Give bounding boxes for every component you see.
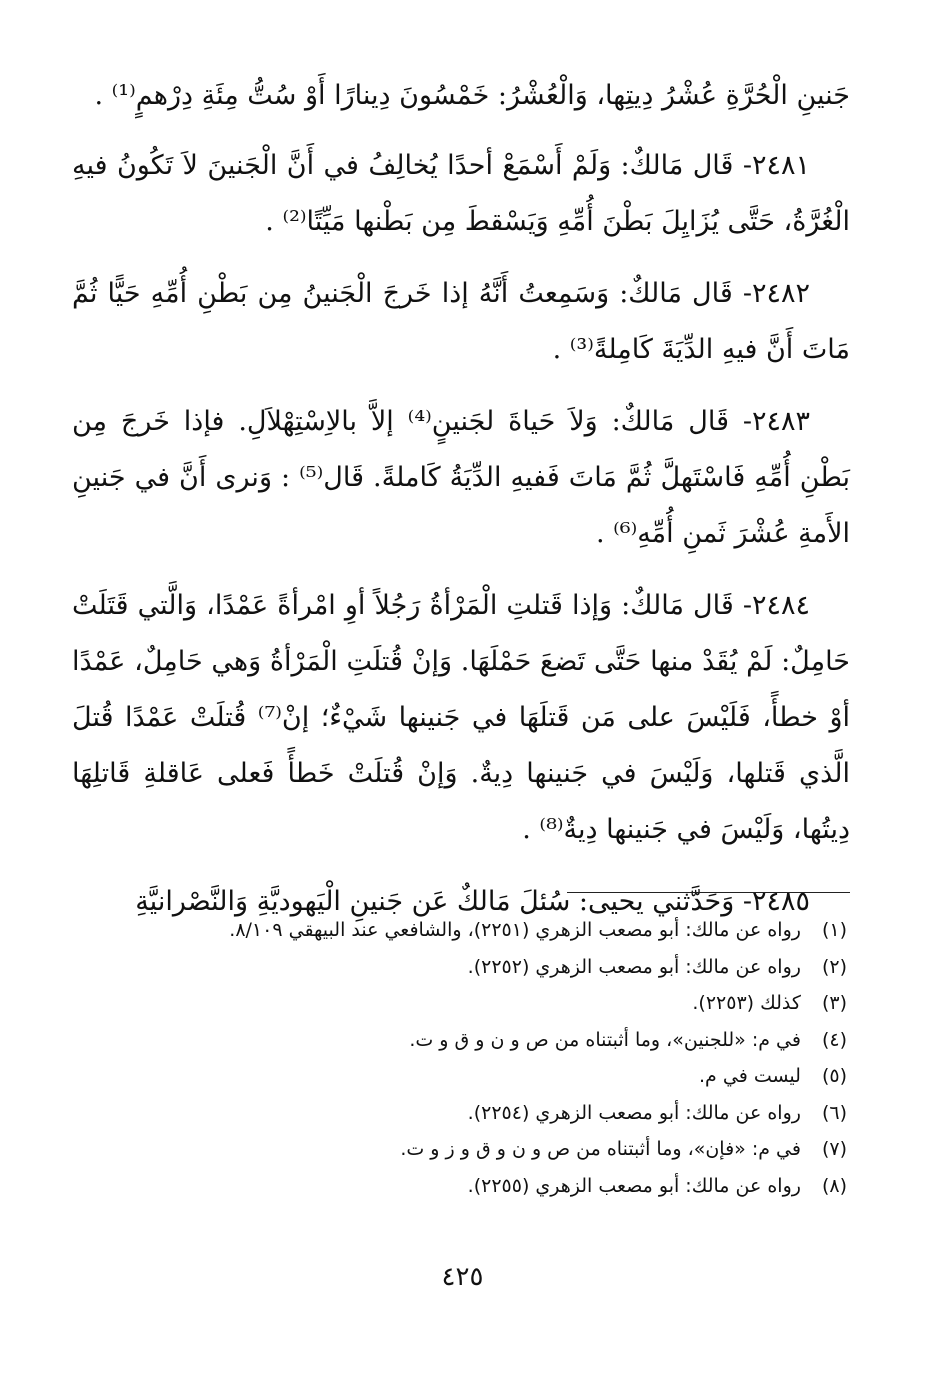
footnote xyxy=(72,1131,847,1168)
footnote-text: في م: «للجنين»، وما أثبتناه من ص و ن و ق و ت. xyxy=(409,1028,801,1051)
paragraph-2484: ٢٤٨٤- قَال مَالكٌ: وَإذا قَتلتِ الْمَرْأةُ رَجُلاً أوِ امْرأةً عَمْدًا، وَالَّتي قَتَلَتْ حَامِلٌ: لَمْ يُقَدْ منها حَتَّى تَضعَ حَمْلَهَا. وَإنْ قُتلَتِ الْمَرْأةُ وَهي حَامِلٌ، عَمْدًا أوْ خطأً، فَلَيْسَ على مَن قَتلَهَا في جَنينها شَيْءٌ؛ إنْ⁽⁷⁾ قُتلَتْ عَمْدًا قُتلَ الَّذي قَتلها، وَلَيْسَ في جَنينها دِيةٌ. وَإنْ قُتلَتْ خَطأً فَعلى عَاقلةِ قَاتلِهَا دِيتُها، وَلَيْسَ في جَنينها دِيةٌ⁽⁸⁾ . xyxy=(72,590,851,845)
footnote-text: رواه عن مالك: أبو مصعب الزهري (٢٢٥٤). xyxy=(467,1101,801,1124)
footnote-text: رواه عن مالك: أبو مصعب الزهري (٢٢٥٥). xyxy=(467,1174,801,1197)
footnote-number: (٢) xyxy=(821,955,847,978)
footnote-number: (١) xyxy=(821,919,847,941)
page-number: ٤٢٥ xyxy=(441,1262,484,1292)
paragraph-2482: ٢٤٨٢- قَال مَالكٌ: وَسَمِعتُ أَنَّهُ إذا خَرجَ الْجَنينُ مِن بَطْنِ أُمِّهِ حَيًّا ثُمَّ مَاتَ أَنَّ فيهِ الدِّيَةَ كَامِلةً⁽³⁾ . xyxy=(72,278,850,365)
main-text xyxy=(72,68,850,946)
footnote-text: ليست في م. xyxy=(699,1065,801,1087)
footnote-divider xyxy=(567,892,850,893)
footnote-number: (٦) xyxy=(821,1101,847,1124)
footnote xyxy=(72,1168,847,1205)
footnote-text: كذلك (٢٢٥٣). xyxy=(692,992,801,1014)
footnote-number: (٣) xyxy=(821,992,847,1014)
footnote xyxy=(72,949,847,986)
paragraph-2485: ٢٤٨٥- وَحَدَّثني يحيى: سُئلَ مَالكٌ عَن جَنينِ الْيَهوديَّةِ وَالنَّصْرانيَّةِ xyxy=(135,886,810,917)
footnote xyxy=(72,985,847,1022)
paragraph-continuation: جَنينِ الْحُرَّةِ عُشْرُ دِيتِها، وَالْعُشْرُ: خَمْسُونَ دِينارًا أَوْ سُتُّ مِئَةِ دِرْهمٍ⁽¹⁾ . xyxy=(94,80,850,111)
footnote xyxy=(72,1058,847,1095)
paragraph-2483: ٢٤٨٣- قَال مَالكٌ: وَلاَ حَياةَ لجَنينٍ⁽⁴⁾ إلاَّ بالاِسْتِهْلاَلِ. فإذا خَرجَ مِن بَطْنِ أُمِّهِ فَاسْتَهلَّ ثُمَّ مَاتَ فَفيهِ الدِّيَةُ كَاملةً. قَال⁽⁵⁾ : وَنرى أَنَّ في جَنينِ الأَمةِ عُشْرَ ثَمنِ أُمِّهِ⁽⁶⁾ . xyxy=(72,406,850,549)
footnote xyxy=(72,1022,847,1059)
footnote-text: في م: «فإن»، وما أثبتناه من ص و ن و ق و ز و ت. xyxy=(400,1138,801,1160)
footnotes xyxy=(72,912,847,1204)
paragraph-2481: ٢٤٨١- قَال مَالكٌ: وَلَمْ أَسْمَعْ أحدًا يُخالِفُ في أَنَّ الْجَنينَ لاَ تَكُونُ فيهِ الْغُرَّةُ، حَتَّى يُزَايِلَ بَطْنَ أُمِّهِ وَيَسْقطَ مِن بَطْنها مَيِّتًا⁽²⁾ . xyxy=(72,150,850,237)
footnote-number: (٤) xyxy=(821,1028,847,1051)
footnote xyxy=(72,1095,847,1132)
footnote-text: رواه عن مالك: أبو مصعب الزهري (٢٢٥١)، والشافعي عند البيهقي ٨/١٠٩. xyxy=(229,919,801,941)
footnote-number: (٨) xyxy=(821,1174,847,1197)
footnote-text: رواه عن مالك: أبو مصعب الزهري (٢٢٥٢). xyxy=(467,955,801,978)
footnote-number: (٧) xyxy=(821,1138,847,1160)
footnote-number: (٥) xyxy=(821,1065,847,1087)
footnote xyxy=(72,912,847,949)
